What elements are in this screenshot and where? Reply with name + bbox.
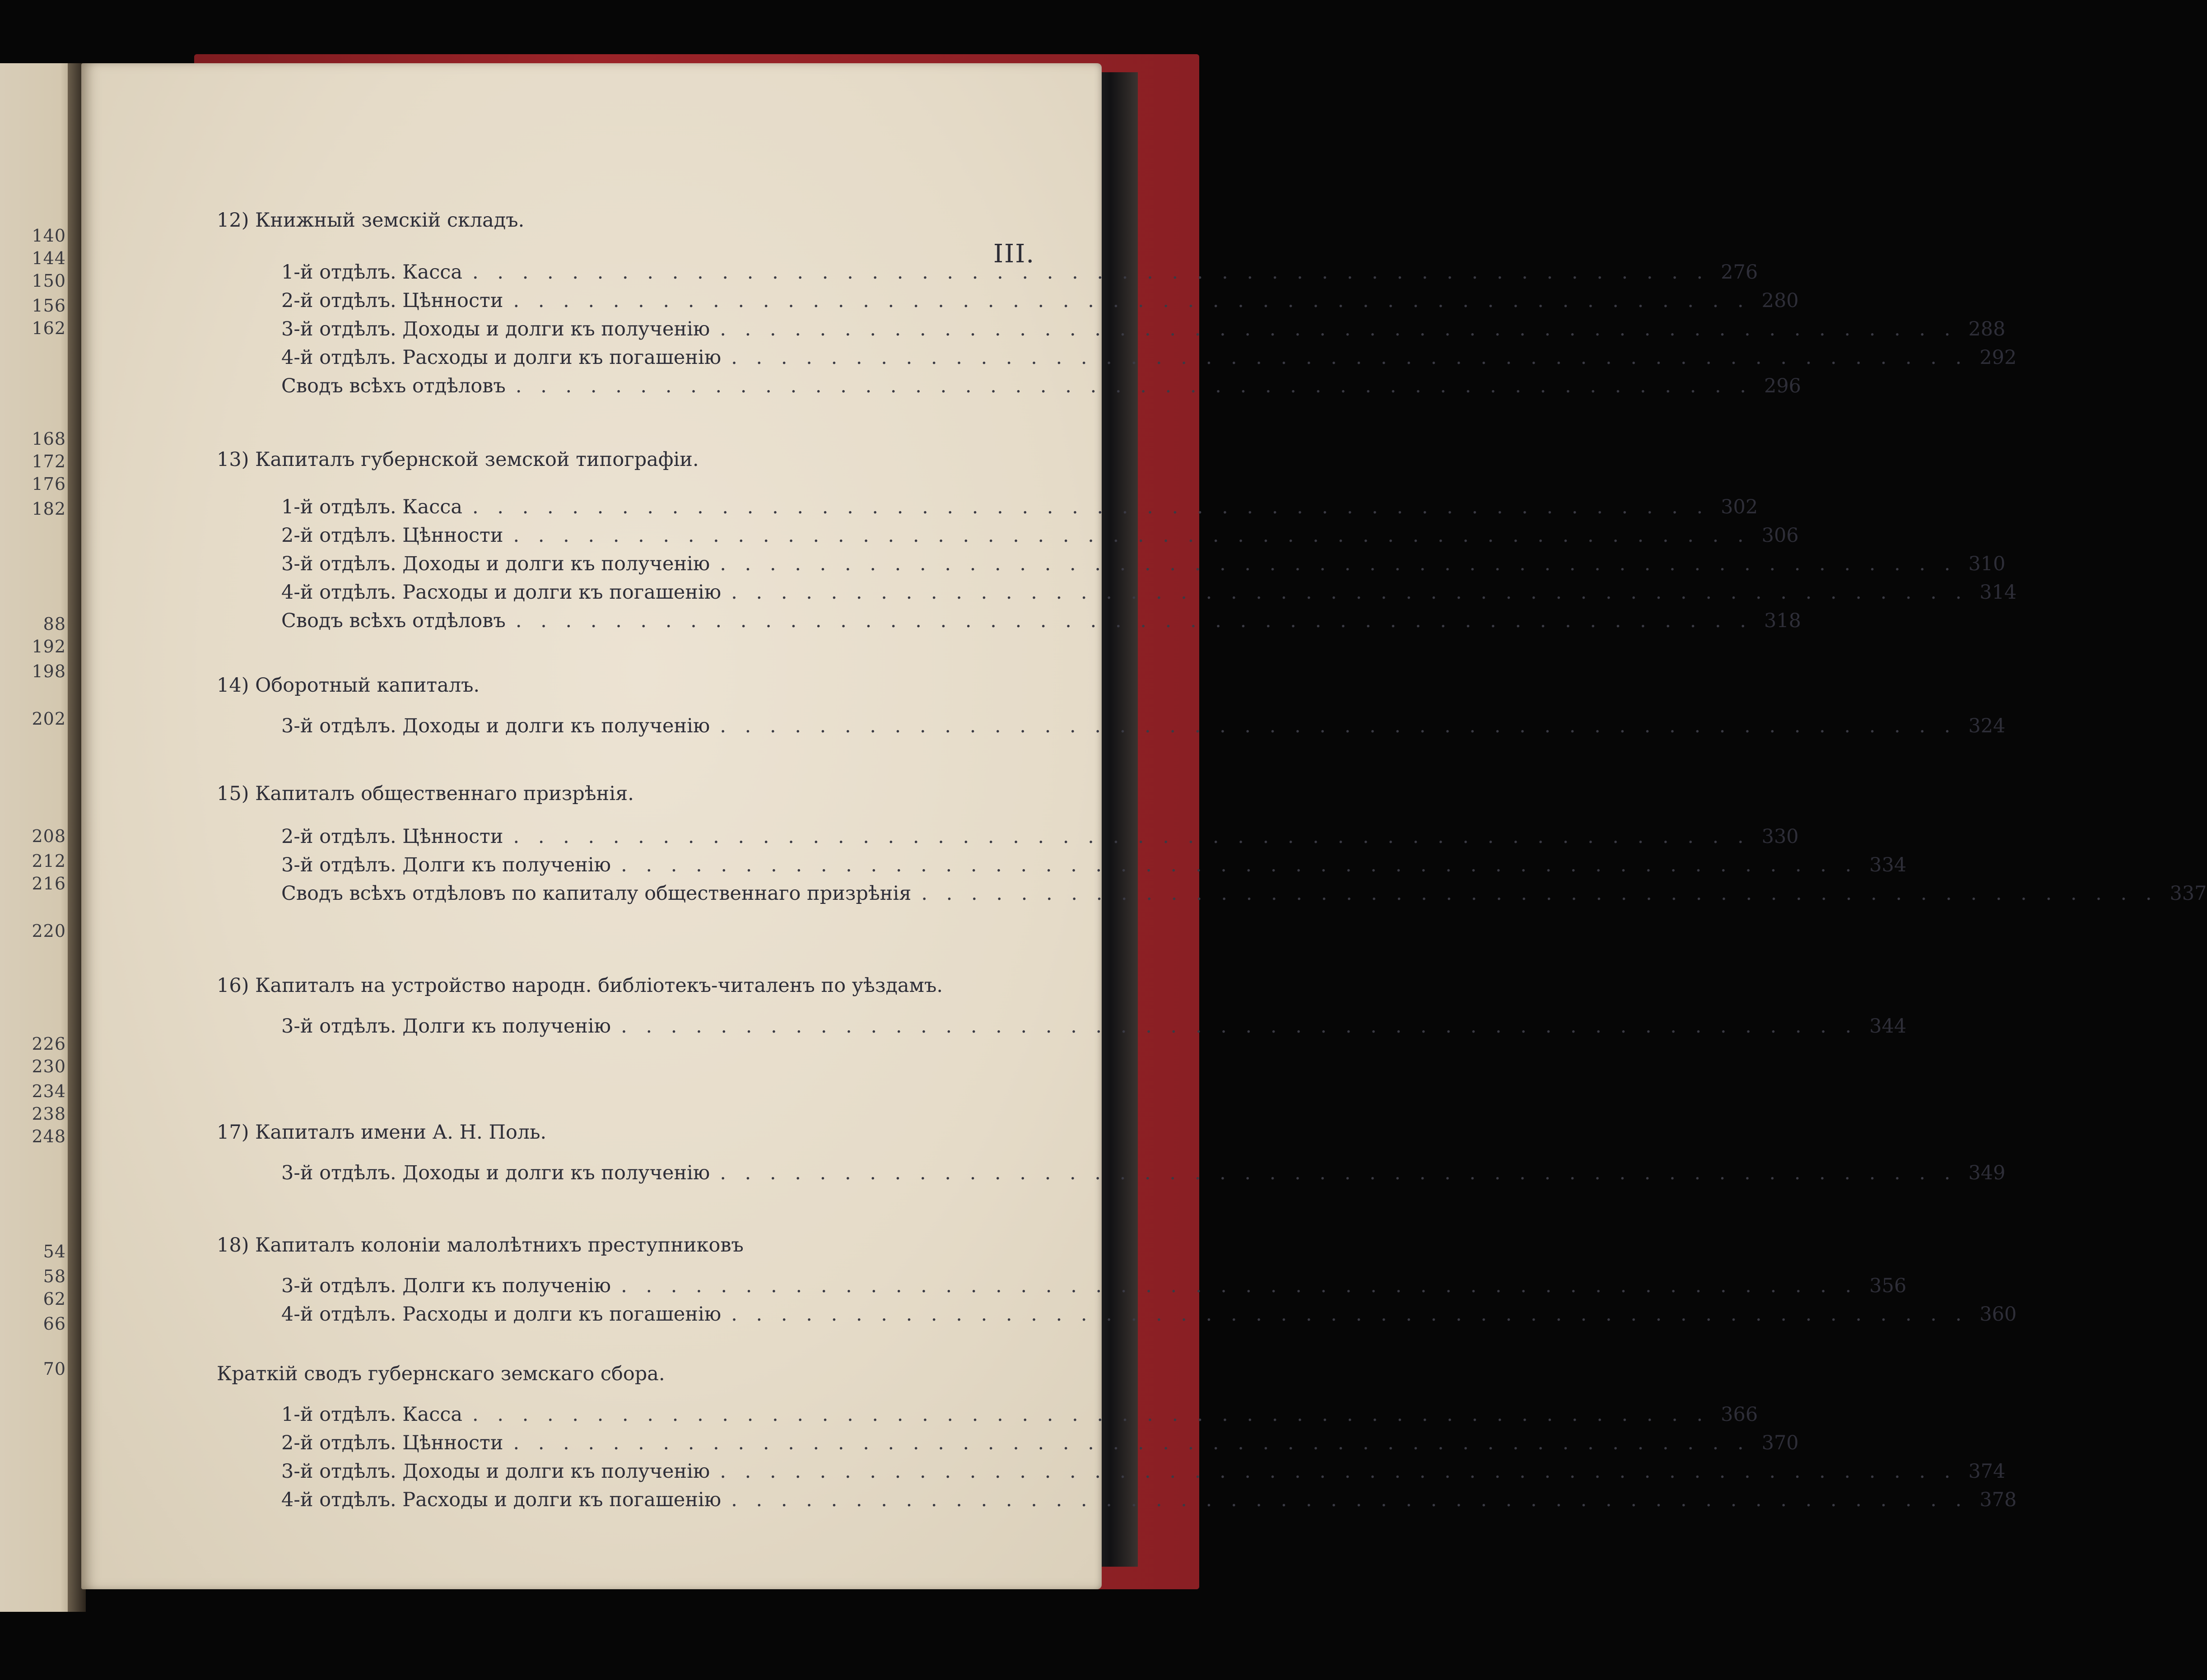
previous-page-number: 62 [43,1289,66,1309]
toc-entry-page: 378 [1979,1489,2017,1511]
toc-entry-label: Сводъ всѣхъ отдѣловъ по капиталу общественнаго призрѣнія [281,882,912,905]
dot-leader: . . . . . . . . . . . . . . . . . . . . . . . . . . . . . . . . . . . . . . . . . . . . . . . . . . [472,1403,1709,1426]
toc-entry [281,553,2006,580]
toc-entry-label: 2-й отдѣлъ. Цѣнности [281,289,503,312]
toc-entry-label: 3-й отдѣлъ. Доходы и долги къ полученію [281,715,710,737]
toc-entry-label: Сводъ всѣхъ отдѣловъ [281,375,506,397]
toc-entry-label: 1-й отдѣлъ. Касса [281,496,463,518]
previous-page-number: 88 [43,614,66,634]
previous-page-number: 182 [32,499,66,519]
previous-page-number: 176 [32,474,66,494]
toc-entry-page: 374 [1968,1460,2006,1483]
dot-leader: . . . . . . . . . . . . . . . . . . . . . . . . . . . . . . . . . . . . . . . . . . . . . . . . . . [472,496,1709,518]
section-heading: 16) Капиталъ на устройство народн. библіотекъ-читаленъ по уѣздамъ. [217,974,943,997]
toc-entry-label: 3-й отдѣлъ. Долги къ полученію [281,854,611,876]
toc-entry-label: Сводъ всѣхъ отдѣловъ [281,610,506,632]
toc-entry [281,1403,1758,1430]
previous-page-number: 248 [32,1126,66,1146]
toc-entry [281,346,2017,373]
previous-page-number: 226 [32,1034,66,1054]
toc-entry [281,882,2207,909]
book-page [81,63,2207,1589]
previous-page-number: 168 [32,429,66,449]
dot-leader: . . . . . . . . . . . . . . . . . . . . . . . . . . . . . . . . . . . . . . . . . . . . . . . . . . [731,346,1968,369]
dot-leader: . . . . . . . . . . . . . . . . . . . . . . . . . . . . . . . . . . . . . . . . . . . . . . . . . . [515,375,1753,397]
toc-entry-page: 324 [1968,715,2006,737]
dot-leader: . . . . . . . . . . . . . . . . . . . . . . . . . . . . . . . . . . . . . . . . . . . . . . . . . . [720,1162,1957,1184]
previous-page-numbers [0,63,68,1612]
toc-entry-label: 3-й отдѣлъ. Долги къ полученію [281,1275,611,1297]
toc-entry [281,581,2017,608]
toc-entry [281,825,1799,852]
dot-leader: . . . . . . . . . . . . . . . . . . . . . . . . . . . . . . . . . . . . . . . . . . . . . . . . . . [720,318,1957,340]
previous-page-number: 58 [43,1266,66,1286]
toc-entry [281,1275,1907,1302]
toc-entry-page: 280 [1761,289,1799,312]
toc-entry-page: 366 [1721,1403,1758,1426]
toc-entry-page: 337 [2170,882,2207,905]
toc-entry-label: 1-й отдѣлъ. Касса [281,261,463,284]
toc-entry [281,854,1907,881]
section-heading: 13) Капиталъ губернской земской типографіи. [217,448,699,471]
toc-entry-page: 276 [1721,261,1758,284]
toc-entry-page: 349 [1968,1162,2006,1184]
dot-leader: . . . . . . . . . . . . . . . . . . . . . . . . . . . . . . . . . . . . . . . . . . . . . . . . . . [921,882,2158,905]
previous-page-number: 54 [43,1242,66,1261]
toc-entry-page: 288 [1968,318,2006,340]
toc-entry [281,524,1799,551]
previous-page-number: 238 [32,1104,66,1124]
toc-entry [281,1162,2006,1189]
toc-entry-page: 370 [1761,1432,1799,1454]
toc-entry-label: 3-й отдѣлъ. Долги къ полученію [281,1015,611,1038]
toc-entry-page: 344 [1869,1015,1907,1038]
toc-entry [281,1432,1799,1459]
toc-entry-page: 334 [1869,854,1907,876]
previous-page-number: 140 [32,226,66,246]
toc-entry [281,289,1799,316]
toc-entry [281,1460,2006,1487]
dot-leader: . . . . . . . . . . . . . . . . . . . . . . . . . . . . . . . . . . . . . . . . . . . . . . . . . . [720,1460,1957,1483]
previous-page-number: 220 [32,921,66,941]
toc-entry-page: 314 [1979,581,2017,604]
section-heading: Краткій сводъ губернскаго земскаго сбора. [217,1363,665,1385]
toc-entry [281,261,1758,288]
dot-leader: . . . . . . . . . . . . . . . . . . . . . . . . . . . . . . . . . . . . . . . . . . . . . . . . . . [513,825,1750,848]
section-heading: 17) Капиталъ имени А. Н. Поль. [217,1121,547,1144]
previous-page-number: 216 [32,874,66,894]
dot-leader: . . . . . . . . . . . . . . . . . . . . . . . . . . . . . . . . . . . . . . . . . . . . . . . . . . [621,1015,1858,1038]
dot-leader: . . . . . . . . . . . . . . . . . . . . . . . . . . . . . . . . . . . . . . . . . . . . . . . . . . [621,854,1858,876]
toc-entry-page: 360 [1979,1303,2017,1326]
toc-entry [281,610,1802,637]
dot-leader: . . . . . . . . . . . . . . . . . . . . . . . . . . . . . . . . . . . . . . . . . . . . . . . . . . [621,1275,1858,1297]
previous-page-number: 144 [32,248,66,268]
previous-page-number: 172 [32,451,66,471]
toc-entry-page: 296 [1764,375,1802,397]
toc-entry [281,496,1758,523]
toc-entry-label: 3-й отдѣлъ. Доходы и долги къ полученію [281,318,710,340]
previous-page-number: 66 [43,1314,66,1334]
toc-entry-label: 2-й отдѣлъ. Цѣнности [281,1432,503,1454]
toc-entry-label: 4-й отдѣлъ. Расходы и долги къ погашенію [281,1303,722,1326]
toc-entry [281,1489,2017,1516]
toc-entry-label: 4-й отдѣлъ. Расходы и долги къ погашенію [281,346,722,369]
page-number: III. [993,239,1035,269]
dot-leader: . . . . . . . . . . . . . . . . . . . . . . . . . . . . . . . . . . . . . . . . . . . . . . . . . . [513,524,1750,547]
section-heading: 18) Капиталъ колоніи малолѣтнихъ преступниковъ [217,1234,744,1257]
toc-entry [281,318,2006,345]
toc-entry [281,375,1802,402]
toc-entry [281,1015,1907,1042]
dot-leader: . . . . . . . . . . . . . . . . . . . . . . . . . . . . . . . . . . . . . . . . . . . . . . . . . . [472,261,1709,284]
previous-page-number: 230 [32,1056,66,1076]
toc-entry [281,1303,2017,1330]
previous-page-number: 162 [32,318,66,338]
previous-page-number: 202 [32,709,66,729]
previous-page-number: 212 [32,851,66,871]
toc-entry-label: 3-й отдѣлъ. Доходы и долги къ полученію [281,1162,710,1184]
previous-page-number: 234 [32,1081,66,1101]
dot-leader: . . . . . . . . . . . . . . . . . . . . . . . . . . . . . . . . . . . . . . . . . . . . . . . . . . [731,1303,1968,1326]
dot-leader: . . . . . . . . . . . . . . . . . . . . . . . . . . . . . . . . . . . . . . . . . . . . . . . . . . [720,715,1957,737]
previous-page-number: 150 [32,271,66,291]
section-heading: 12) Книжный земскій складъ. [217,209,525,232]
table-of-contents [81,63,2207,1589]
toc-entry-page: 330 [1761,825,1799,848]
dot-leader: . . . . . . . . . . . . . . . . . . . . . . . . . . . . . . . . . . . . . . . . . . . . . . . . . . [731,1489,1968,1511]
toc-entry [281,715,2006,742]
toc-entry-label: 2-й отдѣлъ. Цѣнности [281,825,503,848]
toc-entry-label: 3-й отдѣлъ. Доходы и долги къ полученію [281,553,710,575]
dot-leader: . . . . . . . . . . . . . . . . . . . . . . . . . . . . . . . . . . . . . . . . . . . . . . . . . . [513,289,1750,312]
toc-entry-page: 318 [1764,610,1802,632]
previous-page-number: 192 [32,637,66,656]
dot-leader: . . . . . . . . . . . . . . . . . . . . . . . . . . . . . . . . . . . . . . . . . . . . . . . . . . [513,1432,1750,1454]
toc-entry-label: 1-й отдѣлъ. Касса [281,1403,463,1426]
section-heading: 15) Капиталъ общественнаго призрѣнія. [217,782,634,805]
toc-entry-page: 302 [1721,496,1758,518]
dot-leader: . . . . . . . . . . . . . . . . . . . . . . . . . . . . . . . . . . . . . . . . . . . . . . . . . . [515,610,1753,632]
toc-entry-page: 306 [1761,524,1799,547]
previous-page-number: 208 [32,826,66,846]
toc-entry-label: 2-й отдѣлъ. Цѣнности [281,524,503,547]
previous-page-number: 156 [32,296,66,316]
previous-page-number: 198 [32,661,66,681]
dot-leader: . . . . . . . . . . . . . . . . . . . . . . . . . . . . . . . . . . . . . . . . . . . . . . . . . . [720,553,1957,575]
toc-entry-label: 4-й отдѣлъ. Расходы и долги къ погашенію [281,1489,722,1511]
toc-entry-page: 292 [1979,346,2017,369]
dot-leader: . . . . . . . . . . . . . . . . . . . . . . . . . . . . . . . . . . . . . . . . . . . . . . . . . . [731,581,1968,604]
section-heading: 14) Оборотный капиталъ. [217,674,480,697]
toc-entry-page: 310 [1968,553,2006,575]
toc-entry-page: 356 [1869,1275,1907,1297]
toc-entry-label: 4-й отдѣлъ. Расходы и долги къ погашенію [281,581,722,604]
previous-page-number: 70 [43,1359,66,1379]
toc-entry-label: 3-й отдѣлъ. Доходы и долги къ полученію [281,1460,710,1483]
